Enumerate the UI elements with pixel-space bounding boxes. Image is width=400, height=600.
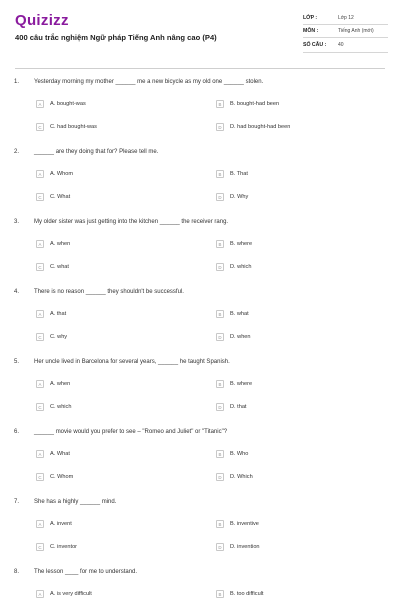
option-text: A. Whom <box>50 171 74 177</box>
question-text: She has a highly ______ mind. <box>34 499 117 505</box>
question-text: My older sister was just getting into the kitchen ______ the receiver rang. <box>34 219 229 225</box>
meta-row-subject <box>303 25 388 38</box>
answer-option[interactable] <box>36 262 69 272</box>
option-key-box: A <box>36 450 44 458</box>
option-key-box: C <box>36 193 44 201</box>
option-key-box: D <box>216 333 224 341</box>
question-number: 6. <box>14 429 20 435</box>
question-item <box>0 354 400 424</box>
meta-value: Tiếng Anh (mới) <box>338 28 374 34</box>
question-number: 4. <box>14 289 20 295</box>
option-text: B. what <box>230 311 249 317</box>
option-text: D. Why <box>230 194 249 200</box>
meta-row-count <box>303 38 388 53</box>
option-text: D. had bought-had been <box>230 124 291 130</box>
answer-option[interactable] <box>216 169 248 179</box>
header-divider <box>15 68 385 69</box>
question-item <box>0 564 400 600</box>
option-text: C. which <box>50 404 72 410</box>
meta-row-class <box>303 12 388 25</box>
option-text: A. What <box>50 451 70 457</box>
option-text: C. Whom <box>50 474 74 480</box>
option-key-box: C <box>36 123 44 131</box>
quizizz-logo: Quizizz <box>15 12 69 29</box>
option-key-box: A <box>36 590 44 598</box>
option-text: A. bought-was <box>50 101 86 107</box>
meta-label: MÔN : <box>303 28 319 34</box>
option-key-box: A <box>36 100 44 108</box>
question-list <box>0 74 400 600</box>
option-text: B. where <box>230 241 253 247</box>
answer-option[interactable] <box>36 519 72 529</box>
question-text: Her uncle lived in Barcelona for several years, ______ he taught Spanish. <box>34 359 230 365</box>
question-text: The lesson ____ for me to understand. <box>34 569 138 575</box>
answer-option[interactable] <box>36 379 70 389</box>
answer-option[interactable] <box>36 192 70 202</box>
question-item <box>0 494 400 564</box>
option-text: B. bought-had been <box>230 101 280 107</box>
question-text: ______ are they doing that for? Please tell me. <box>34 149 159 155</box>
option-text: D. which <box>230 264 252 270</box>
question-number: 2. <box>14 149 20 155</box>
option-key-box: A <box>36 520 44 528</box>
option-key-box: B <box>216 310 224 318</box>
answer-option[interactable] <box>36 239 70 249</box>
option-key-box: C <box>36 263 44 271</box>
option-text: B. Who <box>230 451 249 457</box>
option-key-box: A <box>36 240 44 248</box>
question-item <box>0 214 400 284</box>
meta-value: Lớp 12 <box>338 15 354 21</box>
option-text: D. that <box>230 404 247 410</box>
option-text: B. too difficult <box>230 591 264 597</box>
option-key-box: D <box>216 543 224 551</box>
question-item <box>0 144 400 214</box>
answer-option[interactable] <box>36 542 77 552</box>
option-key-box: A <box>36 310 44 318</box>
option-text: A. invent <box>50 521 72 527</box>
option-text: A. is very difficult <box>50 591 92 597</box>
question-number: 5. <box>14 359 20 365</box>
answer-option[interactable] <box>36 472 73 482</box>
question-number: 8. <box>14 569 20 575</box>
question-text: ______ movie would you prefer to see – "Romeo and Juliet" or "Titanic"? <box>34 429 228 435</box>
document-title: 400 câu trắc nghiệm Ngữ pháp Tiếng Anh nâng cao (P4) <box>15 33 217 42</box>
question-item <box>0 284 400 354</box>
option-text: B. where <box>230 381 253 387</box>
option-key-box: C <box>36 543 44 551</box>
answer-option[interactable] <box>216 542 260 552</box>
option-key-box: D <box>216 473 224 481</box>
option-text: C. What <box>50 194 71 200</box>
answer-option[interactable] <box>36 449 70 459</box>
option-key-box: B <box>216 240 224 248</box>
option-key-box: D <box>216 123 224 131</box>
option-key-box: B <box>216 100 224 108</box>
option-text: A. when <box>50 241 71 247</box>
answer-option[interactable] <box>36 99 86 109</box>
answer-option[interactable] <box>36 169 73 179</box>
option-key-box: C <box>36 473 44 481</box>
answer-option[interactable] <box>216 589 263 599</box>
answer-option[interactable] <box>216 519 259 529</box>
option-text: D. when <box>230 334 251 340</box>
option-text: D. invention <box>230 544 260 550</box>
option-text: C. had bought-was <box>50 124 97 130</box>
meta-label: LỚP : <box>303 15 318 21</box>
answer-option[interactable] <box>216 99 279 109</box>
option-key-box: C <box>36 333 44 341</box>
option-text: D. Which <box>230 474 253 480</box>
option-key-box: B <box>216 380 224 388</box>
answer-option[interactable] <box>216 379 252 389</box>
meta-table <box>303 12 388 53</box>
option-text: A. that <box>50 311 67 317</box>
option-text: C. what <box>50 264 69 270</box>
header <box>0 0 400 68</box>
answer-option[interactable] <box>36 309 66 319</box>
meta-label: SỐ CÂU : <box>303 42 327 48</box>
question-item <box>0 424 400 494</box>
answer-option[interactable] <box>216 239 252 249</box>
answer-option[interactable] <box>216 262 251 272</box>
option-key-box: A <box>36 380 44 388</box>
question-text: There is no reason ______ they shouldn't be successful. <box>34 289 184 295</box>
option-key-box: C <box>36 403 44 411</box>
option-key-box: B <box>216 170 224 178</box>
option-key-box: A <box>36 170 44 178</box>
question-number: 3. <box>14 219 20 225</box>
option-text: C. why <box>50 334 68 340</box>
option-key-box: D <box>216 263 224 271</box>
answer-option[interactable] <box>36 122 97 132</box>
question-item <box>0 74 400 144</box>
option-key-box: B <box>216 450 224 458</box>
answer-option[interactable] <box>216 472 253 482</box>
option-key-box: B <box>216 590 224 598</box>
option-key-box: D <box>216 193 224 201</box>
answer-option[interactable] <box>36 332 67 342</box>
option-text: B. That <box>230 171 248 177</box>
option-text: C. inventor <box>50 544 78 550</box>
answer-option[interactable] <box>216 449 248 459</box>
option-key-box: B <box>216 520 224 528</box>
meta-value: 40 <box>338 42 344 48</box>
option-key-box: D <box>216 403 224 411</box>
question-number: 1. <box>14 79 20 85</box>
option-text: A. when <box>50 381 71 387</box>
answer-option[interactable] <box>36 402 71 412</box>
question-number: 7. <box>14 499 20 505</box>
answer-option[interactable] <box>216 332 251 342</box>
answer-option[interactable] <box>216 192 248 202</box>
answer-option[interactable] <box>216 402 246 412</box>
answer-option[interactable] <box>216 122 290 132</box>
answer-option[interactable] <box>216 309 249 319</box>
answer-option[interactable] <box>36 589 92 599</box>
question-text: Yesterday morning my mother ______ me a new bicycle as my old one ______ stolen. <box>34 79 264 85</box>
option-text: B. inventive <box>230 521 259 527</box>
